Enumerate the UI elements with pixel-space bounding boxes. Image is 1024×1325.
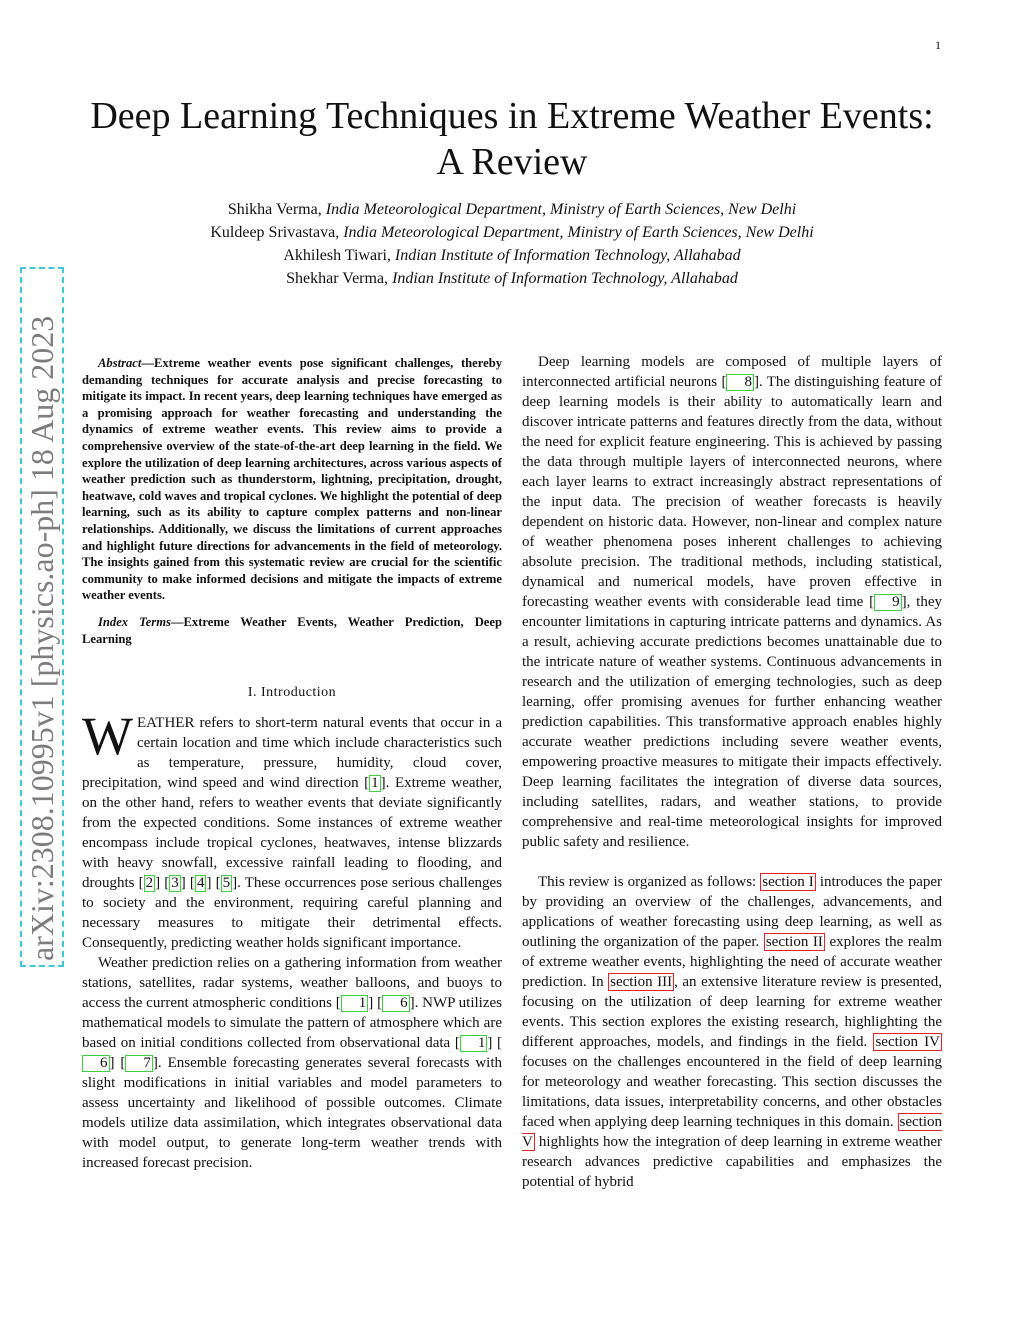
citation-link[interactable]: 2 <box>145 875 154 892</box>
citation-link[interactable]: 1 <box>341 995 369 1012</box>
abstract-text: —Extreme weather events pose significant challenges, thereby demanding techniques for accurate analysis and precise forecasting to mitigate its impact. In recent years, deep learning techniques have emerged as a promising approach for weather forecasting and understanding the dynamics of extreme weather events. This review aims to provide a comprehensive overview of the state-of-the-art deep learning in the field. We explore the utilization of deep learning architectures, across various aspects of weather prediction such as thunderstorm, lightning, precipitation, drought, heatwave, cold waves and tropical cyclones. We highlight the potential of deep learning, such as its ability to capture complex patterns and non-linear relationships. Additionally, we discuss the limitations of current approaches and highlight future directions for advancements in the field of meteorology. The insights gained from this systematic review are crucial for the scientific community to make informed decisions and mitigate the impacts of extreme weather events. <box>82 356 502 603</box>
section-2-link[interactable]: section II <box>765 934 823 950</box>
author-name: Shikha Verma, <box>227 201 322 218</box>
index-terms-text: —Extreme Weather Events, Weather Prediction, Deep Learning <box>82 614 502 646</box>
author-line <box>80 244 944 267</box>
author-line <box>80 198 944 221</box>
drop-cap: W <box>82 706 133 767</box>
left-column <box>82 355 502 1173</box>
paragraph-spacer <box>522 852 942 872</box>
citation-link[interactable]: 6 <box>382 995 410 1012</box>
citation-link[interactable]: 1 <box>460 1035 488 1052</box>
citation-link[interactable]: 9 <box>874 594 902 611</box>
author-affiliation: India Meteorological Department, Ministry of Earth Sciences, New Delhi <box>343 224 814 241</box>
intro-paragraph-4: This review is organized as follows: section I introduces the paper by providing an overview of the challenges, advancements, and applications of weather forecasting using deep learning, as well as outlining the organization of the paper. section II explores the realm of extreme weather events, highlighting the need of accurate weather prediction. In section III , an extensive literature review is presented, focusing on the utilization of deep learning for extreme weather events. This section explores the existing research, highlighting the different approaches, models, and findings in the field. section IV focuses on the challenges encountered in the field of deep learning for meteorology and weather forecasting. This section discusses the limitations, data issues, interpretability concerns, and other obstacles faced when applying deep learning techniques in this domain. section V highlights how the integration of deep learning in extreme weather research advances predictive capabilities and emphasizes the potential of hybrid <box>522 874 943 1190</box>
page-number: 1 <box>935 38 941 52</box>
right-column <box>522 352 942 1192</box>
intro-paragraph-2: Weather prediction relies on a gathering information from weather stations, satellites, radar systems, weather balloons, and buoys to access the current atmospheric conditions [ 1 ] [ 6 ]. NWP utilizes mathematical models to simulate the pattern of atmosphere which are based on initial conditions collected from observational data [ 1 ] [6 ] [ 7 ]. Ensemble forecasting generates several forecasts with slight modifications in initial variables and model parameters to assess uncertainty and likelihood of possible outcomes. Climate models utilize data assimilation, which integrates observational data with model output, to generate long-term weather trends with increased forecast precision. <box>82 955 502 1172</box>
abstract <box>82 355 502 604</box>
section-4-link[interactable]: section IV <box>875 1034 940 1050</box>
intro-paragraph-3: Deep learning models are composed of multiple layers of interconnected artificial neurons [ 8 ]. The distinguishing feature of deep learning models is their ability to automatically learn and discover intricate patterns and features directly from the data, without the need for explicit feature engineering. This is achieved by passing the data through multiple layers of interconnected neurons, where each layer learns to extract increasingly abstract representations of the input data. The precision of weather forecasts is heavily dependent on historic data. However, non-linear and complex nature of weather phenomena poses inherent challenges to achieving absolute precision. The traditional methods, including statistical, dynamical and numerical models, have proven effective in forecasting weather events with considerable lead time [ 9 ], they encounter limitations in capturing intricate patterns and dynamics. As a result, achieving accurate predictions becomes unattainable due to the intricate nature of weather systems. Continuous advancements in research and the utilization of emerging technologies, such as deep learning, offer promising avenues for further enhancing weather prediction capabilities. This transformative approach enables highly accurate weather predictions including severe weather events, empowering proactive measures to mitigate their impacts effectively. Deep learning facilitates the integration of diverse data sources, including satellites, radars, and weather stations, to provide comprehensive and real-time meteorological insights for improved public safety and resilience. <box>522 354 943 850</box>
author-name: Shekhar Verma, <box>286 270 389 287</box>
author-line <box>80 267 944 290</box>
author-affiliation: Indian Institute of Information Technology, Allahabad <box>392 270 738 287</box>
citation-link[interactable]: 3 <box>171 875 179 892</box>
author-list <box>80 198 944 290</box>
author-name: Kuldeep Srivastava, <box>210 224 340 241</box>
citation-link[interactable]: 4 <box>196 875 205 892</box>
section-5-link[interactable]: section V <box>522 1114 942 1150</box>
section-3-link[interactable]: section III <box>610 974 673 990</box>
citation-link[interactable]: 8 <box>726 374 754 391</box>
citation-link[interactable]: 7 <box>125 1055 153 1072</box>
section-heading-introduction: I. Introduction <box>247 685 337 701</box>
abstract-label: Abstract <box>98 356 142 370</box>
arxiv-identifier-link[interactable]: arXiv:2308.10995v1 [physics.ao-ph] 18 Aug 2023 <box>20 267 64 967</box>
index-terms <box>82 614 502 647</box>
citation-link[interactable]: 5 <box>222 875 231 892</box>
index-terms-label: Index Terms <box>98 614 171 629</box>
section-1-link[interactable]: section I <box>762 874 814 890</box>
author-affiliation: Indian Institute of Information Technology, Allahabad <box>394 247 741 264</box>
citation-link[interactable]: 6 <box>82 1055 110 1072</box>
author-name: Akhilesh Tiwari, <box>283 247 391 264</box>
paper-title: Deep Learning Techniques in Extreme Weather Events: A Review <box>90 95 934 183</box>
intro-paragraph-1: WEATHER refers to short-term natural events that occur in a certain location and time which include characteristics such as temperature, pressure, humidity, cloud cover, precipitation, wind speed and wind direction [ 1 ]. Extreme weather, on the other hand, refers to weather events that deviate significantly from the expected conditions. Some instances of extreme weather encompass include tropical cyclones, heatwaves, intense blizzards with heavy snowfall, excessive rainfall leading to flooding, and droughts [ 2 ] [ 3 ] [ 4 ] [ 5 ]. These occurrences pose serious challenges to society and the environment, requiring careful planning and necessary measures to mitigate their detrimental effects. Consequently, predicting weather holds significant importance. <box>82 706 502 952</box>
author-affiliation: India Meteorological Department, Ministry of Earth Sciences, New Delhi <box>325 201 797 218</box>
author-line <box>80 221 944 244</box>
citation-link[interactable]: 1 <box>371 775 379 792</box>
